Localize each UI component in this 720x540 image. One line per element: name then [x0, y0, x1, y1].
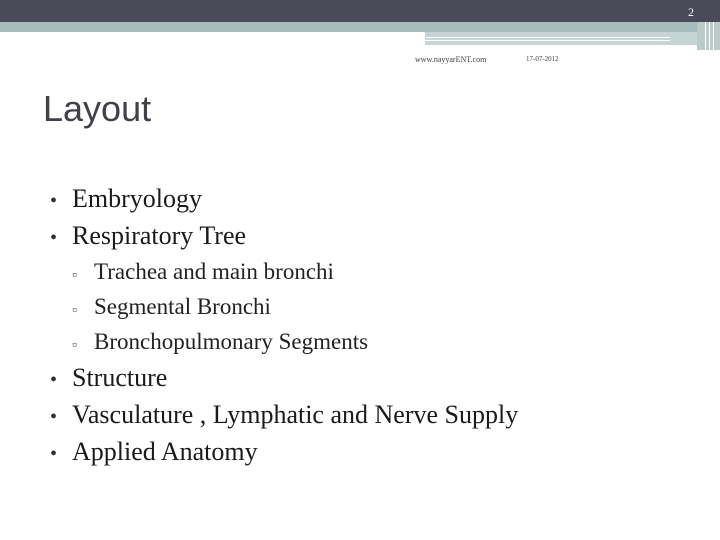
sub-bullet-item: [50, 254, 690, 289]
bullet-list: [50, 180, 690, 470]
bullet-text: Segmental Bronchi: [94, 294, 271, 319]
bullet-marker: •: [50, 227, 58, 249]
slide-number: 2: [688, 5, 694, 19]
bullet-item: [50, 180, 690, 217]
sub-bullet-marker: ▫: [72, 338, 77, 353]
bullet-text: Bronchopulmonary Segments: [94, 329, 369, 354]
bullet-text: Vasculature , Lymphatic and Nerve Supply: [72, 400, 519, 429]
decorative-line: [425, 37, 670, 38]
bullet-text: Trachea and main bronchi: [94, 259, 334, 284]
bullet-text: Applied Anatomy: [72, 437, 258, 466]
sub-bullet-marker: ▫: [72, 268, 77, 283]
bullet-item: [50, 359, 690, 396]
accent-band: [0, 22, 720, 32]
bullet-text: Respiratory Tree: [72, 221, 247, 250]
bullet-text: Structure: [72, 363, 168, 392]
top-bar: [0, 0, 720, 22]
bullet-marker: •: [50, 369, 58, 391]
decorative-line: [705, 22, 706, 50]
bullet-marker: •: [50, 406, 58, 428]
bullet-text: Embryology: [72, 184, 202, 213]
sub-bullet-item: [50, 324, 690, 359]
bullet-item: [50, 396, 690, 433]
decorative-line: [713, 22, 714, 50]
bullet-item: [50, 433, 690, 470]
sub-bullet-item: [50, 289, 690, 324]
decorative-line: [709, 22, 710, 50]
accent-band-secondary: [425, 32, 720, 45]
sub-bullet-marker: ▫: [72, 303, 77, 318]
bullet-marker: •: [50, 443, 58, 465]
slide-title: Layout: [43, 88, 152, 129]
bullet-item: [50, 217, 690, 254]
bullet-marker: •: [50, 190, 58, 212]
footer-date: 17-07-2012: [526, 55, 559, 63]
footer-url: www.nayyarENT.com: [415, 55, 487, 64]
decorative-line: [425, 40, 670, 41]
